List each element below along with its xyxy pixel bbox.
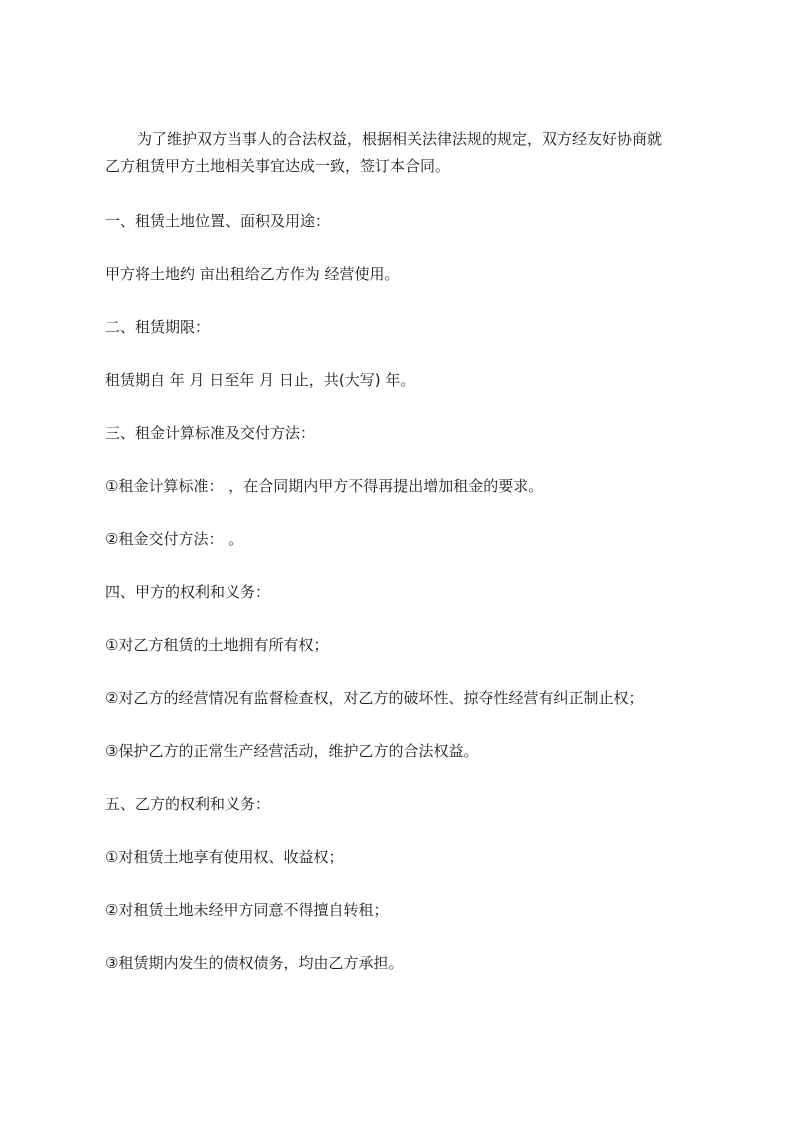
- list-item: ①对乙方租赁的土地拥有所有权；: [105, 636, 329, 654]
- list-item: ②租金交付方法： 。: [105, 530, 244, 548]
- list-item: ①对租赁土地享有使用权、收益权；: [105, 848, 344, 866]
- body-line: 租赁期自 年 月 日至年 月 日止，共(大写) 年。: [105, 371, 416, 389]
- section-heading-3: 三、租金计算标准及交付方法：: [105, 424, 316, 442]
- intro-paragraph: [105, 126, 705, 180]
- list-item: ②对乙方的经营情况有监督检查权，对乙方的破坏性、掠夺性经营有纠正制止权；: [105, 689, 644, 707]
- list-item: ①租金计算标准： ，在合同期内甲方不得再提出增加租金的要求。: [105, 477, 544, 495]
- intro-line-2: 乙方租赁甲方土地相关事宜达成一致，签订本合同。: [105, 157, 451, 175]
- section-heading-5: 五、乙方的权利和义务：: [105, 795, 271, 813]
- intro-line-1: 为了维护双方当事人的合法权益，根据相关法律法规的规定，双方经友好协商就: [137, 130, 663, 148]
- body-line: 甲方将土地约 亩出租给乙方作为 经营使用。: [105, 265, 400, 283]
- list-item: ③保护乙方的正常生产经营活动，维护乙方的合法权益。: [105, 742, 479, 760]
- section-heading-1: 一、租赁土地位置、面积及用途：: [105, 212, 331, 230]
- list-item: ②对租赁土地未经甲方同意不得擅自转租；: [105, 901, 389, 919]
- section-heading-2: 二、租赁期限：: [105, 318, 211, 336]
- section-heading-4: 四、甲方的权利和义务：: [105, 583, 271, 601]
- list-item: ③租赁期内发生的债权债务，均由乙方承担。: [105, 954, 404, 972]
